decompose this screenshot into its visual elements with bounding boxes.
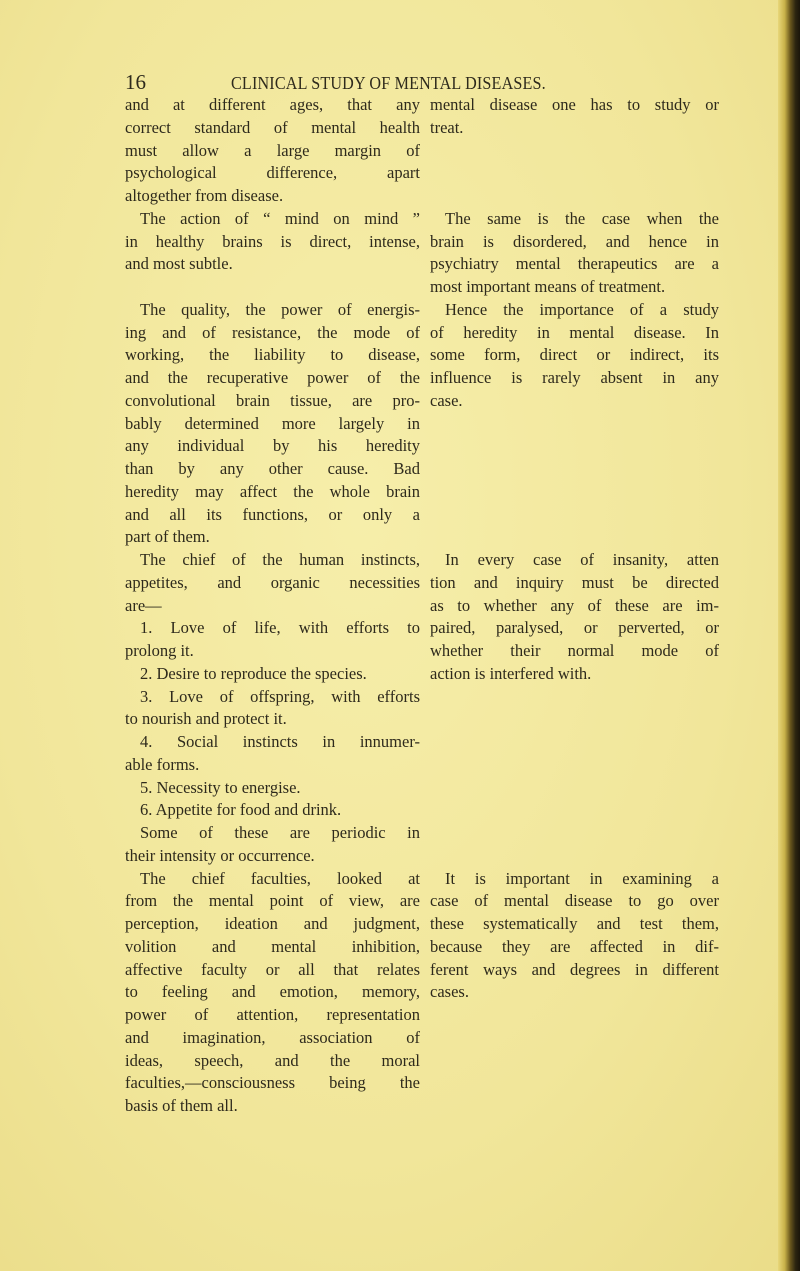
- text-line: cases.: [430, 982, 469, 1002]
- text-line: convolutional brain tissue, are pro-: [125, 390, 420, 410]
- text-line: influence is rarely absent in any: [430, 368, 719, 387]
- text-line: psychiatry mental therapeutics are a: [430, 254, 719, 274]
- text-line: treat.: [430, 117, 464, 137]
- text-line: in healthy brains is direct, intense,: [125, 231, 420, 251]
- text-line: perception, ideation and judgment,: [125, 914, 420, 933]
- text-line: The same is the case when the: [445, 208, 719, 228]
- text-line: brain is disordered, and hence in: [430, 231, 719, 251]
- text-line: bably determined more largely in: [125, 413, 420, 433]
- text-line: action is interfered with.: [430, 663, 592, 683]
- text-line: The chief of the human instincts,: [140, 550, 420, 569]
- text-line: must allow a large margin of: [125, 140, 420, 160]
- text-line: ferent ways and degrees in different: [430, 959, 719, 979]
- text-line: volition and mental inhibition,: [125, 936, 420, 956]
- text-line: ideas, speech, and the moral: [125, 1050, 420, 1070]
- text-line: and all its functions, or only a: [125, 504, 420, 524]
- text-line: The chief faculties, looked at: [140, 868, 420, 888]
- text-line: appetites, and organic necessities: [125, 572, 420, 592]
- text-line: paired, paralysed, or perverted, or: [430, 618, 719, 638]
- text-line: are—: [125, 595, 162, 615]
- text-line: In every case of insanity, atten: [445, 550, 719, 569]
- text-line: to feeling and emotion, memory,: [125, 982, 420, 1002]
- text-line: It is important in examining a: [445, 868, 719, 888]
- text-line: case.: [430, 390, 463, 410]
- text-line: power of attention, representation: [125, 1005, 420, 1024]
- text-line: and most subtle.: [125, 254, 233, 274]
- text-line: 1. Love of life, with efforts to: [140, 618, 420, 638]
- text-line: mental disease one has to study or: [430, 95, 719, 114]
- text-line: altogether from disease.: [125, 186, 284, 205]
- text-line: able forms.: [125, 754, 200, 774]
- text-line: 3. Love of offspring, with efforts: [140, 686, 420, 706]
- text-line: and imagination, association of: [125, 1027, 420, 1047]
- text-line: from the mental point of view, are: [125, 891, 420, 911]
- text-line: any individual by his heredity: [125, 436, 420, 456]
- text-line: prolong it.: [125, 641, 194, 660]
- text-line: The action of “ mind on mind ”: [140, 208, 420, 228]
- text-line: The quality, the power of energis-: [140, 299, 420, 319]
- text-line: affective faculty or all that relates: [125, 959, 420, 979]
- text-line: 4. Social instincts in innumer-: [140, 732, 420, 751]
- text-line: tion and inquiry must be directed: [430, 572, 719, 592]
- text-line: ing and of resistance, the mode of: [125, 322, 420, 342]
- book-binding-edge: [778, 0, 800, 1271]
- text-line: of heredity in mental disease. In: [430, 322, 719, 342]
- text-line: Some of these are periodic in: [140, 823, 420, 842]
- text-line: working, the liability to disease,: [125, 345, 420, 365]
- text-line: correct standard of mental health: [125, 117, 420, 137]
- text-line: heredity may affect the whole brain: [125, 481, 420, 501]
- running-title: CLINICAL STUDY OF MENTAL DISEASES.: [231, 73, 546, 93]
- text-line: and the recuperative power of the: [125, 368, 420, 387]
- text-line: faculties,—consciousness being the: [125, 1073, 420, 1093]
- text-line: some form, direct or indirect, its: [430, 345, 719, 365]
- text-line: and at different ages, that any: [125, 95, 420, 114]
- text-line: case of mental disease to go over: [430, 891, 719, 911]
- text-line: because they are affected in dif-: [430, 936, 719, 956]
- text-line: psychological difference, apart: [125, 163, 420, 183]
- text-line: 2. Desire to reproduce the species.: [140, 663, 367, 683]
- text-line: as to whether any of these are im-: [430, 595, 719, 615]
- text-line: part of them.: [125, 527, 210, 547]
- text-line: 6. Appetite for food and drink.: [140, 800, 342, 820]
- text-line: these systematically and test them,: [430, 914, 719, 933]
- text-line: to nourish and protect it.: [125, 709, 287, 729]
- text-line: basis of them all.: [125, 1096, 238, 1115]
- text-line: 5. Necessity to energise.: [140, 777, 301, 797]
- text-line: most important means of treatment.: [430, 277, 666, 296]
- page-number: 16: [125, 70, 146, 94]
- text-line: than by any other cause. Bad: [125, 459, 420, 478]
- text-line: Hence the importance of a study: [445, 299, 719, 319]
- text-line: their intensity or occurrence.: [125, 845, 315, 865]
- text-line: whether their normal mode of: [430, 641, 719, 660]
- page-header: [125, 70, 725, 96]
